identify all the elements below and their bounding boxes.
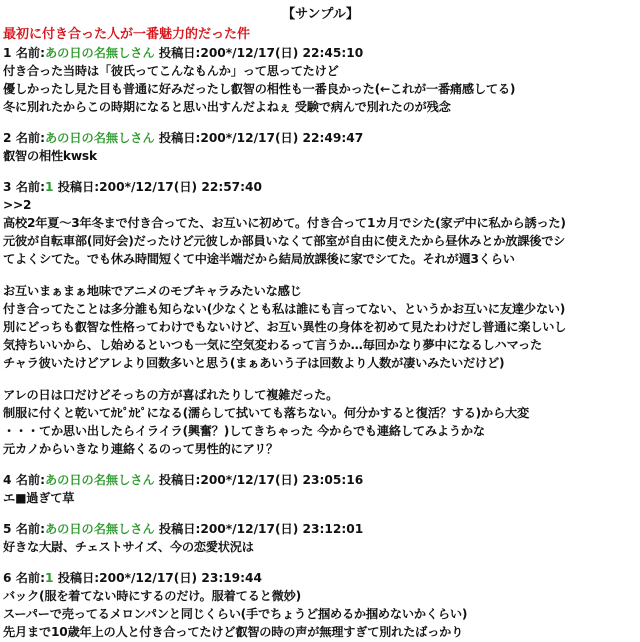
post-header: [3, 521, 638, 539]
post-body-line: ・・・てか思い出したらイライラ(興奮？)してきちゃった 今からでも連絡してみようかな: [3, 424, 485, 438]
post-body-line: 高校2年夏〜3年冬まで付き合ってた、お互いに初めて。付き合って1カ月でシた(家デ中に私から誘った): [3, 216, 566, 230]
post-date: 投稿日:200*/12/17(日) 22:45:10: [154, 46, 364, 60]
post: [3, 521, 638, 557]
post-header: [3, 179, 638, 197]
post-date: 投稿日:200*/12/17(日) 22:49:47: [154, 131, 364, 145]
post-date: 投稿日:200*/12/17(日) 23:05:16: [154, 473, 364, 487]
post-body-line: 付き合ってたことは多分誰も知らない(少なくとも私は誰にも言ってない、というかお互いに友達少ない): [3, 302, 566, 316]
post-body-line: スーパーで売ってるメロンパンと同じくらい(手でちょうど掴めるか掴めないかくらい): [3, 607, 468, 621]
poster-name: あの日の名無しさん: [44, 522, 155, 536]
post-body-line: >>2: [3, 198, 32, 212]
post-body-line: 叡智の相性kwsk: [3, 149, 97, 163]
poster-name: あの日の名無しさん: [44, 46, 155, 60]
paragraph-gap: [3, 373, 638, 387]
post-date: 投稿日:200*/12/17(日) 23:12:01: [154, 522, 364, 536]
post-body-line: 元彼が自転車部(同好会)だったけど元彼しか部員いなくて部室が自由に使えたから昼休みとか放課後でシ: [3, 234, 566, 248]
post-header: [3, 45, 638, 63]
post-body-line: アレの日は口だけどそっちの方が喜ばれたりして複雑だった。: [3, 388, 339, 402]
post-date: 投稿日:200*/12/17(日) 23:19:44: [53, 571, 262, 585]
poster-name: あの日の名無しさん: [44, 473, 155, 487]
poster-name: 1: [44, 571, 54, 585]
post-number-label: 4 名前:: [3, 473, 45, 487]
post-body-line: お互いまぁまぁ地味でアニメのモブキャラみたいな感じ: [3, 284, 302, 298]
post-date: 投稿日:200*/12/17(日) 22:57:40: [53, 180, 262, 194]
post-body-line: 気持ちいいから、し始めるといつも一気に空気変わるって言うか…毎回かなり夢中になるしハマった: [3, 338, 542, 352]
post-body-line: 元カノからいきなり連絡くるのって男性的にアリ？: [3, 442, 279, 456]
post: [3, 179, 638, 459]
post-body-line: 付き合った当時は「彼氏ってこんなもんか」って思ってたけど: [3, 64, 339, 78]
post-body-line: てよくシてた。でも休み時間短くて中途半端だから結局放課後に家でシてた。それが週3くらい: [3, 252, 515, 266]
poster-name: あの日の名無しさん: [44, 131, 155, 145]
post-body-line: 制服に付くと乾いてｶﾋﾟｶﾋﾟになる(濡らして拭いても落ちない。何分かすると復活？する)から大変: [3, 406, 530, 420]
post-body-line: エ■過ぎて草: [3, 491, 75, 505]
post-header: [3, 130, 638, 148]
post-body-line: 冬に別れたからこの時期になると思い出すんだよねぇ 受験で病んで別れたのが残念: [3, 100, 451, 114]
paragraph-gap: [3, 269, 638, 283]
post-header: [3, 472, 638, 490]
post-number-label: 5 名前:: [3, 522, 45, 536]
post-body-line: 好きな大尉、チェストサイズ、今の恋愛状況は: [3, 540, 254, 554]
post: [3, 570, 638, 642]
poster-name: 1: [44, 180, 54, 194]
post-number-label: 1 名前:: [3, 46, 45, 60]
post: [3, 472, 638, 508]
post-number-label: 2 名前:: [3, 131, 45, 145]
post-header: [3, 570, 638, 588]
post-body-line: チャラ彼いたけどアレより回数多いと思う(まぁあいう子は回数より人数が凄いみたいだけど): [3, 356, 505, 370]
post-body-line: バック(服を着てない時にするのだけ。服着てると微妙): [3, 589, 301, 603]
post: [3, 45, 638, 117]
post: [3, 130, 638, 166]
post-number-label: 6 名前:: [3, 571, 45, 585]
post-body-line: 別にどっちも叡智な性格ってわけでもないけど、お互い異性の身体を初めて見たわけだし普通に楽しいし: [3, 320, 567, 334]
post-body-line: 優しかったし見た目も普通に好みだったし叡智の相性も一番良かった(←これが一番痛感してる): [3, 82, 516, 96]
post-number-label: 3 名前:: [3, 180, 45, 194]
post-list: [3, 45, 638, 642]
sample-label: 【サンプル】: [282, 7, 359, 22]
thread-title: 最初に付き合った人が一番魅力的だった件: [3, 27, 251, 42]
post-body-line: 先月まで10歳年上の人と付き合ってたけど叡智の時の声が無理すぎて別れたばっかり: [3, 625, 464, 639]
